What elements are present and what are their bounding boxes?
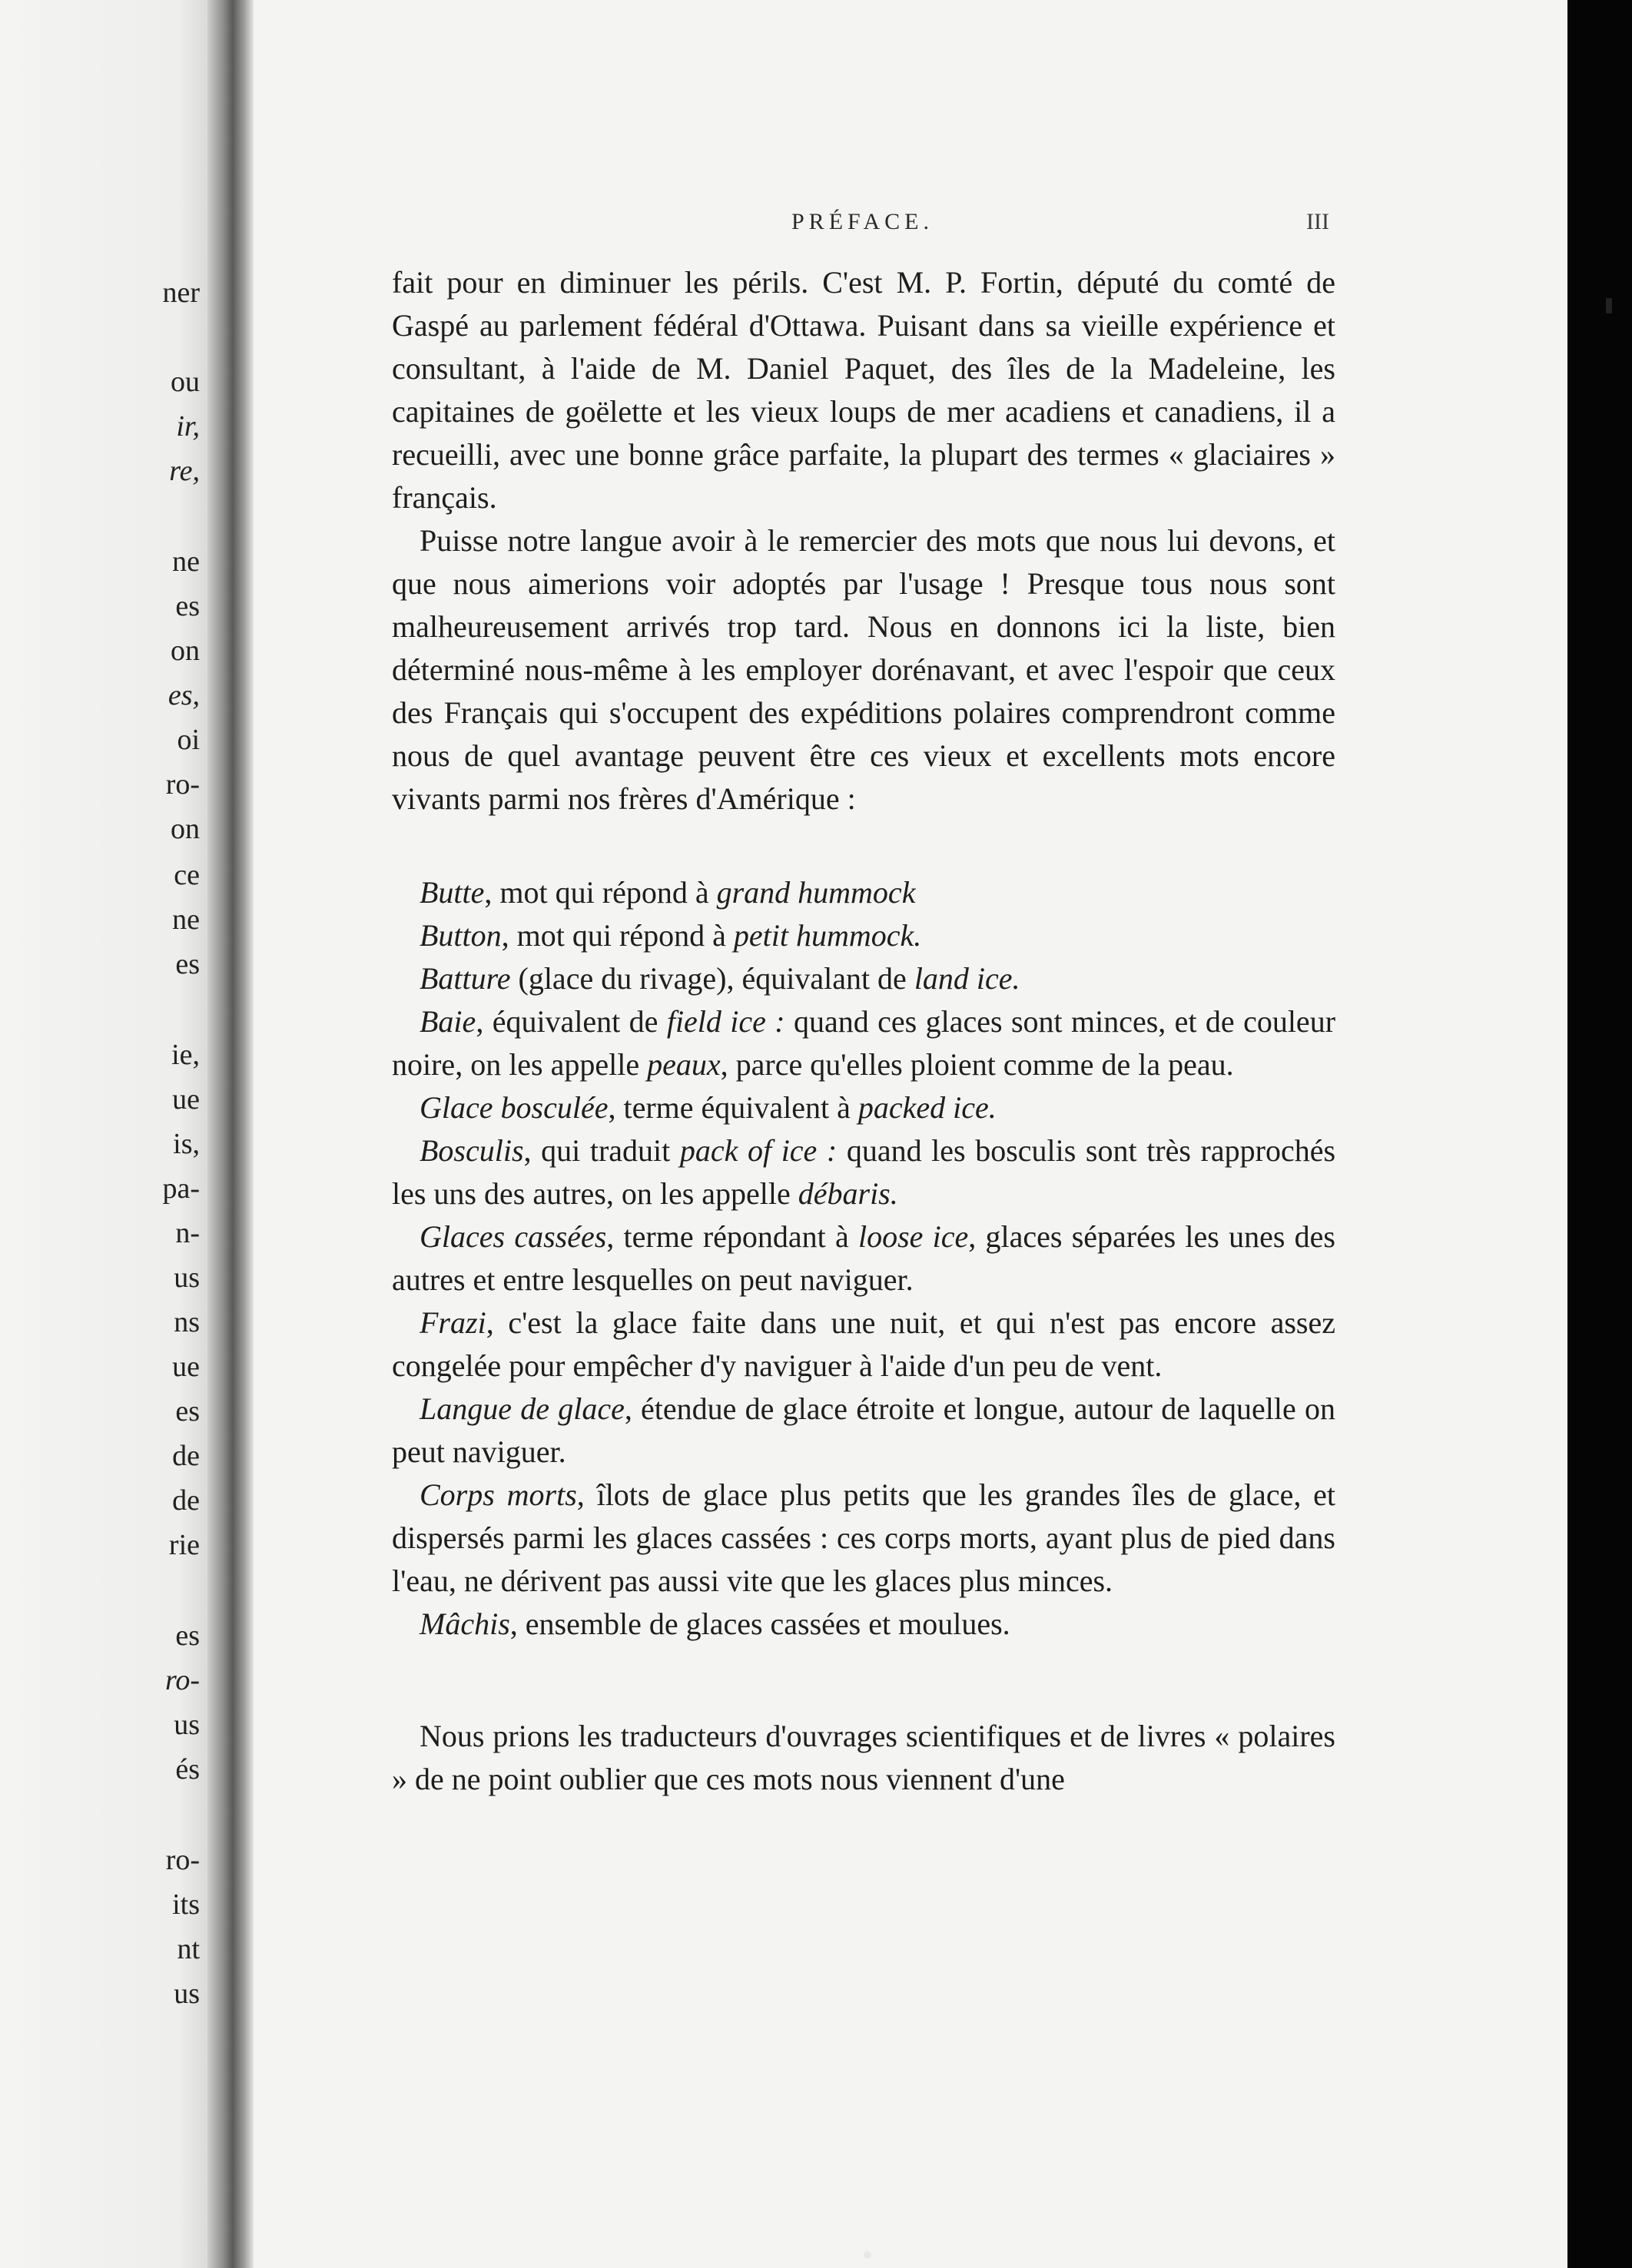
glossary-entry [392,1301,1335,1388]
left-page-fragment: es [175,948,200,980]
glossary-term: Mâchis [420,1606,510,1641]
glossary-definition: quand les bosculis sont très rapprochés les uns des autres, on les appelle [392,1133,1336,1211]
left-page-fragment: ir, [176,410,200,443]
glossary-definition: , c'est la glace faite dans une nuit, et qui n'est pas encore assez congelée pour empêcher d'y naviguer à l'aide d'un peu de vent. [392,1305,1335,1383]
paragraph-2: Puisse notre langue avoir à le remercier des mots que nous lui devons, et que nous aimerions voir adoptés par l'usage ! Presque tous nous sont malheureusement arrivés trop tard. Nous en donnons ici la liste, bien déterminé nous-même à les employer dorénavant, et avec l'espoir que ceux des Français qui s'occupent des expéditions polaires comprendront comme nous de quel avantage peuvent être ces vieux et excellents mots encore vivants parmi nos frères d'Amérique : [392,523,1335,816]
margin-mark [1606,298,1612,313]
page-number: III [1306,209,1329,234]
glossary-definition: , glaces séparées les unes des autres et entre lesquelles on peut naviguer. [392,1219,1335,1297]
left-page-fragment: ue [172,1351,200,1383]
glossary-list [392,871,1335,1646]
left-page [0,0,223,2268]
left-page-fragment: de [172,1440,200,1472]
glossary-definition: , ensemble de glaces cassées et moulues. [509,1606,1010,1641]
book-gutter [207,0,254,2268]
left-page-fragment: oi [177,724,200,756]
english-equivalent: pack of ice : [679,1133,838,1168]
left-page-fragment: ro- [165,1844,200,1876]
glossary-term: Langue de glace [420,1391,625,1426]
left-page-fragment: es [175,1620,200,1652]
left-page-fragment: ro- [164,1664,200,1696]
glossary-entry [392,1129,1335,1215]
left-page-fragment: re, [169,455,200,487]
left-page-fragment: ou [171,366,200,398]
glossary-definition: , étendue de glace étroite et longue, autour de laquelle on peut naviguer. [392,1391,1336,1469]
glossary-definition: , qui traduit [523,1133,680,1168]
english-equivalent: field ice : [666,1004,785,1039]
left-page-fragment: us [174,1709,200,1741]
english-equivalent: grand hummock [716,875,916,910]
glossary-definition: quand ces glaces sont minces, et de couleur noire, on les appelle [392,1004,1336,1082]
closing-paragraph: Nous prions les traducteurs d'ouvrages scientifiques et de livres « polaires » de ne point oublier que ces mots nous viennent d'une [392,1719,1335,1796]
left-page-fragment: ne [172,904,200,936]
left-page-fragment: ie, [171,1039,200,1071]
left-page-fragment: ce [174,859,200,891]
english-equivalent: petit hummock. [733,918,922,953]
glossary-definition: , terme équivalent à [608,1090,858,1125]
left-page-fragment: rie [168,1529,200,1561]
left-page-fragment: nt [177,1933,200,1965]
glossary-entry [392,1215,1335,1301]
glossary-term: Butte [420,875,485,910]
left-page-fragment: ne [172,545,200,578]
glossary-entry [392,871,1335,914]
glossary-definition: , mot qui répond à [501,918,734,953]
glossary-definition: , parce qu'elles ploient comme de la peau. [720,1047,1234,1082]
bottom-mark [864,2251,871,2259]
glossary-term: Baie [420,1004,476,1039]
paragraph-1: fait pour en diminuer les périls. C'est M. P. Fortin, député du comté de Gaspé au parlement fédéral d'Ottawa. Puisant dans sa vieille expérience et consultant, à l'aide de M. Daniel Paquet, des îles de la Madeleine, les capitaines de goëlette et les vieux loups de mer acadiens et canadiens, il a recueilli, avec une bonne grâce parfaite, la plupart des termes « glaciaires » français. [392,265,1335,515]
glossary-entry [392,1388,1335,1474]
glossary-entry [392,1474,1335,1603]
glossary-entry [392,1086,1335,1129]
glossary-term: Glace bosculée [420,1090,609,1125]
left-page-fragment: on [171,635,200,667]
english-equivalent: peaux [647,1047,721,1082]
left-page-fragment: ns [174,1306,200,1338]
left-page-fragment: de [172,1484,200,1517]
english-equivalent: packed ice. [857,1090,997,1125]
left-page-fragment: es [175,590,200,622]
glossary-definition: , terme répondant à [606,1219,858,1254]
left-page-fragment: es, [168,679,200,711]
left-page-fragment: n- [175,1217,200,1249]
glossary-term: Corps morts [420,1477,577,1512]
english-equivalent: land ice. [914,961,1020,996]
glossary-term: Bosculis [420,1133,524,1168]
left-page-fragment: on [171,813,200,845]
english-equivalent: loose ice [858,1219,969,1254]
left-page-fragment: és [175,1753,200,1786]
glossary-term: Button [420,918,502,953]
glossary-definition: , équivalent de [476,1004,667,1039]
left-page-fragment: pa- [162,1172,200,1205]
left-page-fragment: es [175,1395,200,1427]
left-page-fragment: us [174,1978,200,2010]
glossary-definition: , îlots de glace plus petits que les grandes îles de glace, et dispersés parmi les glaces cassées : ces corps morts, ayant plus de pied dans l'eau, ne dérivent pas aussi vite que les glaces plus minces. [392,1477,1336,1598]
glossary-entry [392,914,1335,957]
left-page-text-fragments [0,0,207,2268]
left-page-fragment: ner [162,277,200,309]
left-page-fragment: ro- [165,768,200,801]
left-page-fragment: us [174,1262,200,1294]
left-page-fragment: ue [172,1083,200,1116]
glossary-term: Glaces cassées [420,1219,607,1254]
page-body [392,261,1335,1801]
left-page-fragment: its [172,1888,200,1921]
glossary-definition: , mot qui répond à [484,875,717,910]
running-header: PRÉFACE. [791,209,934,234]
english-equivalent: débaris. [798,1176,898,1211]
glossary-entry [392,1603,1335,1646]
glossary-entry [392,957,1335,1000]
glossary-term: Batture [420,961,511,996]
glossary-entry [392,1000,1335,1086]
glossary-definition: (glace du rivage), équivalant de [510,961,914,996]
left-page-fragment: is, [173,1128,200,1160]
glossary-term: Frazi [420,1305,486,1340]
